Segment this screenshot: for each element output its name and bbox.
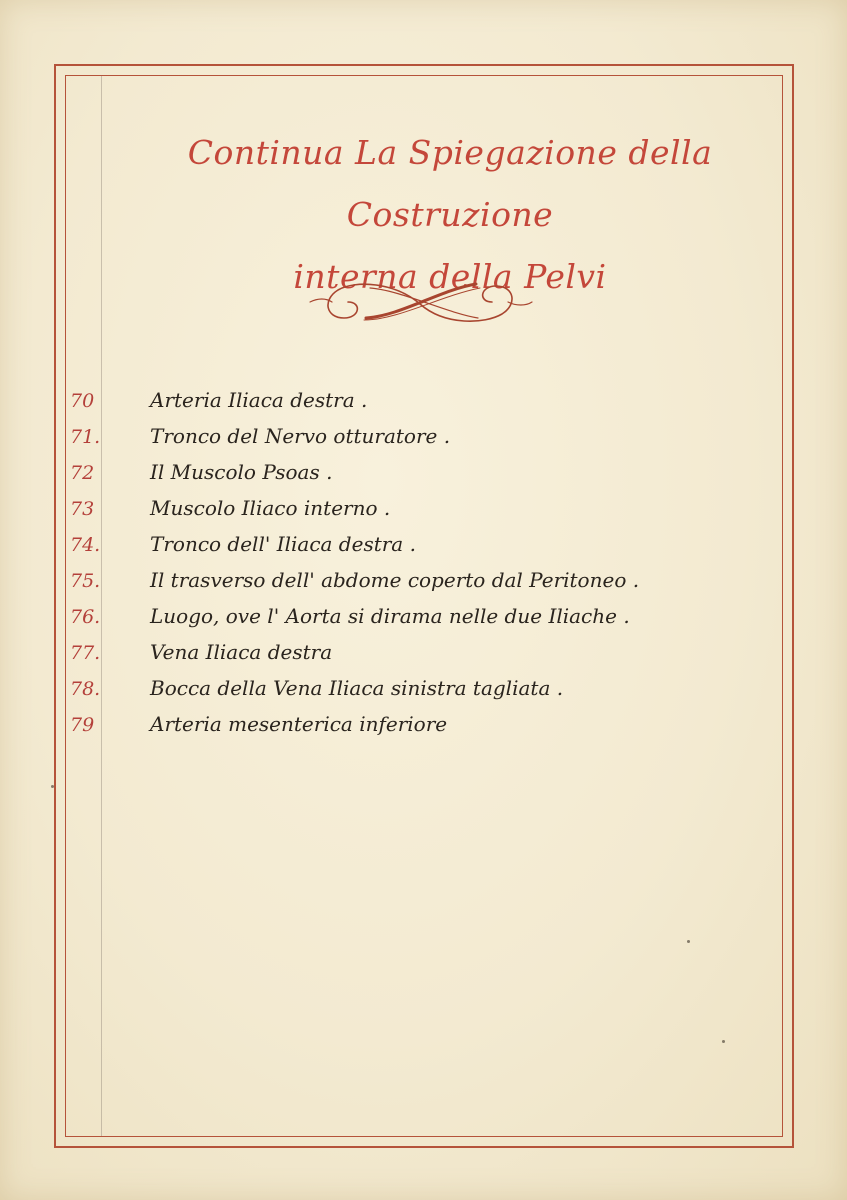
entry-text: Il Muscolo Psoas .	[150, 460, 333, 484]
entry-number: 75.	[70, 570, 101, 592]
list-item	[0, 384, 847, 420]
entry-text: Tronco del Nervo otturatore .	[150, 424, 451, 448]
entry-text: Il trasverso dell' abdome coperto dal Peritoneo .	[150, 568, 640, 592]
ink-speck	[51, 785, 54, 788]
list-item	[0, 564, 847, 600]
flourish-ornament-icon	[300, 268, 540, 336]
entry-text: Luogo, ove l' Aorta si dirama nelle due Iliache .	[150, 604, 630, 628]
entry-number: 70	[70, 390, 95, 412]
entry-number: 74.	[70, 534, 101, 556]
entry-text: Arteria Iliaca destra .	[150, 388, 368, 412]
entry-text: Tronco dell' Iliaca destra .	[150, 532, 416, 556]
list-item	[0, 492, 847, 528]
entry-number: 78.	[70, 678, 101, 700]
list-item	[0, 672, 847, 708]
entry-text: Arteria mesenterica inferiore	[150, 712, 448, 736]
list-item	[0, 420, 847, 456]
list-item	[0, 708, 847, 744]
entry-number: 77.	[70, 642, 101, 664]
entry-number: 76.	[70, 606, 101, 628]
ink-speck	[687, 940, 690, 943]
ink-speck	[722, 1040, 725, 1043]
list-item	[0, 456, 847, 492]
entry-number: 71.	[70, 426, 101, 448]
title-line-1: Continua La Spiegazione della Costruzione	[187, 133, 713, 234]
list-item	[0, 528, 847, 564]
list-item	[0, 636, 847, 672]
title-line-2: interna della Pelvi	[293, 257, 607, 296]
entry-number: 73	[70, 498, 95, 520]
entry-number: 79	[70, 714, 95, 736]
entry-text: Muscolo Iliaco interno .	[150, 496, 391, 520]
entry-number: 72	[70, 462, 95, 484]
entry-text: Bocca della Vena Iliaca sinistra tagliata .	[150, 676, 564, 700]
entry-text: Vena Iliaca destra	[150, 640, 333, 664]
list-item	[0, 600, 847, 636]
